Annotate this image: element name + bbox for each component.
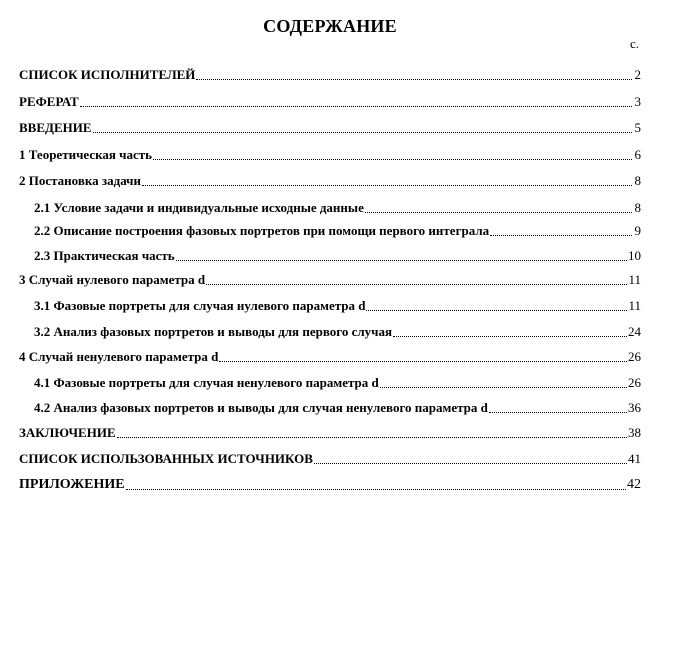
toc-entry-page: 10 xyxy=(628,248,641,263)
toc-entry-page: 3 xyxy=(634,94,641,109)
toc-leader-dots xyxy=(490,234,632,236)
toc-entry-references[interactable] xyxy=(19,451,641,467)
toc-leader-dots xyxy=(176,259,627,261)
toc-leader-dots xyxy=(153,158,632,160)
toc-entry-page: 2 xyxy=(634,67,641,82)
toc-entry-title: 3 Случай нулевого параметра d xyxy=(19,272,206,287)
toc-entry-executors[interactable] xyxy=(19,67,641,83)
toc-entry-title: 4 Случай ненулевого параметра d xyxy=(19,349,219,364)
toc-entry-appendix[interactable] xyxy=(19,477,641,493)
toc-entry-title: 3.2 Анализ фазовых портретов и выводы для первого случая xyxy=(34,324,393,339)
toc-entry-section-2-2[interactable] xyxy=(34,223,641,239)
toc-leader-dots xyxy=(393,335,627,337)
toc-leader-dots xyxy=(196,78,632,80)
toc-entry-page: 11 xyxy=(628,298,641,313)
toc-leader-dots xyxy=(93,131,632,133)
toc-entry-page: 8 xyxy=(634,200,641,215)
toc-leader-dots xyxy=(117,436,627,438)
toc-entry-section-4-2[interactable] xyxy=(34,400,641,416)
toc-entry-title: ПРИЛОЖЕНИЕ xyxy=(19,477,125,492)
toc-entry-page: 9 xyxy=(634,223,641,238)
toc-entry-title: 2 Постановка задачи xyxy=(19,173,142,188)
toc-entry-page: 38 xyxy=(628,425,641,440)
toc-entry-section-3-1[interactable] xyxy=(34,298,641,314)
toc-leader-dots xyxy=(314,462,627,464)
toc-entry-page: 11 xyxy=(628,272,641,287)
toc-entry-section-3-2[interactable] xyxy=(34,324,641,340)
toc-entry-page: 6 xyxy=(634,147,641,162)
toc-entry-title: 4.1 Фазовые портреты для случая ненулевого параметра d xyxy=(34,375,379,390)
toc-entry-section-2-1[interactable] xyxy=(34,200,641,216)
toc-entry-page: 8 xyxy=(634,173,641,188)
toc-leader-dots xyxy=(126,488,626,490)
toc-leader-dots xyxy=(142,184,632,186)
toc-entry-section-2[interactable] xyxy=(19,173,641,189)
toc-entry-title: 2.1 Условие задачи и индивидуальные исходные данные xyxy=(34,200,364,215)
toc-leader-dots xyxy=(489,411,627,413)
toc-entry-section-3[interactable] xyxy=(19,272,641,288)
toc-entry-introduction[interactable] xyxy=(19,120,641,136)
toc-leader-dots xyxy=(206,283,627,285)
toc-entry-title: СПИСОК ИСПОЛЬЗОВАННЫХ ИСТОЧНИКОВ xyxy=(19,451,313,466)
toc-entry-title: 2.2 Описание построения фазовых портретов при помощи первого интеграла xyxy=(34,223,490,238)
toc-entry-title: 3.1 Фазовые портреты для случая нулевого параметра d xyxy=(34,298,366,313)
toc-entry-page: 5 xyxy=(634,120,641,135)
toc-leader-dots xyxy=(380,386,627,388)
toc-entry-page: 36 xyxy=(628,400,641,415)
toc-entry-page: 26 xyxy=(628,375,641,390)
page-column-label: с. xyxy=(630,36,640,51)
toc-entry-abstract[interactable] xyxy=(19,94,641,110)
toc-entry-section-4-1[interactable] xyxy=(34,375,641,391)
page-title: СОДЕРЖАНИЕ xyxy=(263,16,397,36)
toc-leader-dots xyxy=(366,309,627,311)
toc-entry-title: 1 Теоретическая часть xyxy=(19,147,153,162)
toc-leader-dots xyxy=(80,105,632,107)
toc-entry-page: 24 xyxy=(628,324,641,339)
toc-entry-title: 2.3 Практическая часть xyxy=(34,248,175,263)
toc-entry-title: 4.2 Анализ фазовых портретов и выводы для случая ненулевого параметра d xyxy=(34,400,488,415)
toc-entry-conclusion[interactable] xyxy=(19,425,641,441)
toc-entry-section-2-3[interactable] xyxy=(34,248,641,264)
toc-leader-dots xyxy=(219,360,627,362)
toc-entry-title: РЕФЕРАТ xyxy=(19,94,79,109)
toc-entry-title: ЗАКЛЮЧЕНИЕ xyxy=(19,425,116,440)
toc-entry-page: 42 xyxy=(627,477,641,492)
toc-entry-page: 41 xyxy=(628,451,641,466)
toc-leader-dots xyxy=(365,211,632,213)
toc-entry-section-1[interactable] xyxy=(19,147,641,163)
toc-entry-title: СПИСОК ИСПОЛНИТЕЛЕЙ xyxy=(19,67,196,82)
toc-entry-title: ВВЕДЕНИЕ xyxy=(19,120,92,135)
toc-entry-section-4[interactable] xyxy=(19,349,641,365)
toc-entry-page: 26 xyxy=(628,349,641,364)
